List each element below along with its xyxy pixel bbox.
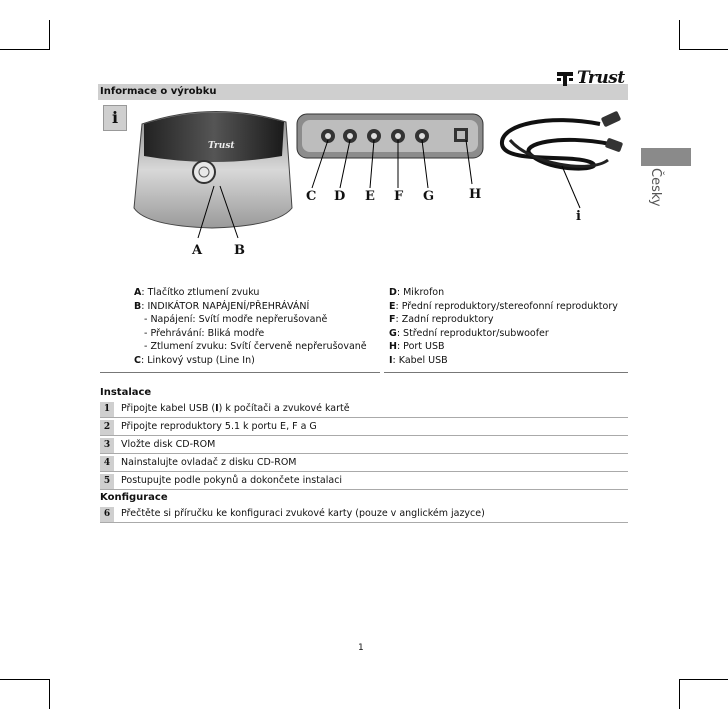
language-tab [641, 148, 691, 166]
svg-text:Trust: Trust [208, 141, 235, 151]
trust-logo-icon [556, 69, 574, 87]
legend-item-d: D: Mikrofon [389, 287, 445, 298]
legend-item-c: C: Linkový vstup (Line In) [134, 354, 255, 366]
configuration-title: Konfigurace [100, 492, 168, 503]
pointer-lines-ab [180, 160, 260, 250]
legend-item-h: H: Port USB [389, 341, 445, 353]
step-number: 2 [100, 420, 114, 435]
label-d: D [334, 189, 346, 204]
step-number: 1 [100, 402, 114, 417]
install-step [100, 474, 628, 490]
step-text: Vložte disk CD-ROM [121, 439, 216, 450]
step-text: Připojte reproduktory 5.1 k portu E, F a G [121, 421, 317, 432]
legend-item-a: A: Tlačítko ztlumení zvuku [134, 287, 260, 298]
label-g: G [423, 189, 435, 204]
crop-mark [679, 49, 728, 50]
install-step [100, 402, 628, 418]
label-a: A [192, 243, 203, 258]
crop-mark [679, 679, 728, 680]
install-step [100, 456, 628, 472]
usb-cable-photo [490, 104, 630, 224]
step-text: Postupujte podle pokynů a dokončete instalaci [121, 475, 343, 486]
info-icon: i [103, 105, 127, 131]
label-h: H [469, 187, 482, 202]
step-number: 4 [100, 456, 114, 471]
legend-divider [384, 372, 628, 373]
legend-item-b: B: INDIKÁTOR NAPÁJENÍ/PŘEHRÁVÁNÍ [134, 300, 310, 312]
config-step [100, 507, 628, 523]
crop-mark [679, 679, 680, 709]
legend-subitem: - Přehrávání: Bliká modře [144, 327, 265, 339]
crop-mark [49, 20, 50, 50]
installation-title: Instalace [100, 387, 152, 398]
logo-wordmark: Trust [577, 68, 625, 88]
legend-divider [100, 372, 380, 373]
crop-mark [0, 49, 49, 50]
step-text: Přečtěte si příručku ke konfiguraci zvukové karty (pouze v anglickém jazyce) [121, 508, 485, 519]
legend-item-e: E: Přední reproduktory/stereofonní reproduktory [389, 300, 618, 312]
step-number: 3 [100, 438, 114, 453]
legend-subitem: - Napájení: Svítí modře nepřerušovaně [144, 314, 328, 326]
label-i: i [576, 209, 581, 224]
label-b: B [234, 243, 245, 258]
install-step [100, 438, 628, 454]
page-number: 1 [358, 643, 364, 653]
legend-right [389, 286, 618, 368]
label-c: C [306, 189, 317, 204]
step-text: Připojte kabel USB (I) k počítači a zvukové kartě [121, 403, 350, 414]
trust-logo [556, 68, 625, 88]
step-number: 5 [100, 474, 114, 489]
legend-subitem: - Ztlumení zvuku: Svítí červeně nepřerušovaně [144, 341, 367, 353]
page-title: Informace o výrobku [100, 86, 217, 97]
install-step [100, 420, 628, 436]
crop-mark [0, 679, 49, 680]
legend-left [134, 286, 367, 368]
crop-mark [679, 20, 680, 50]
step-text: Nainstalujte ovladač z disku CD-ROM [121, 457, 297, 468]
crop-mark [49, 679, 50, 709]
label-f: F [394, 189, 404, 204]
label-e: E [365, 189, 375, 204]
step-number: 6 [100, 507, 114, 522]
language-label: Česky [648, 168, 663, 207]
legend-item-i: I: Kabel USB [389, 354, 448, 366]
legend-item-g: G: Střední reproduktor/subwoofer [389, 327, 549, 339]
legend-item-f: F: Zadní reproduktory [389, 314, 494, 326]
